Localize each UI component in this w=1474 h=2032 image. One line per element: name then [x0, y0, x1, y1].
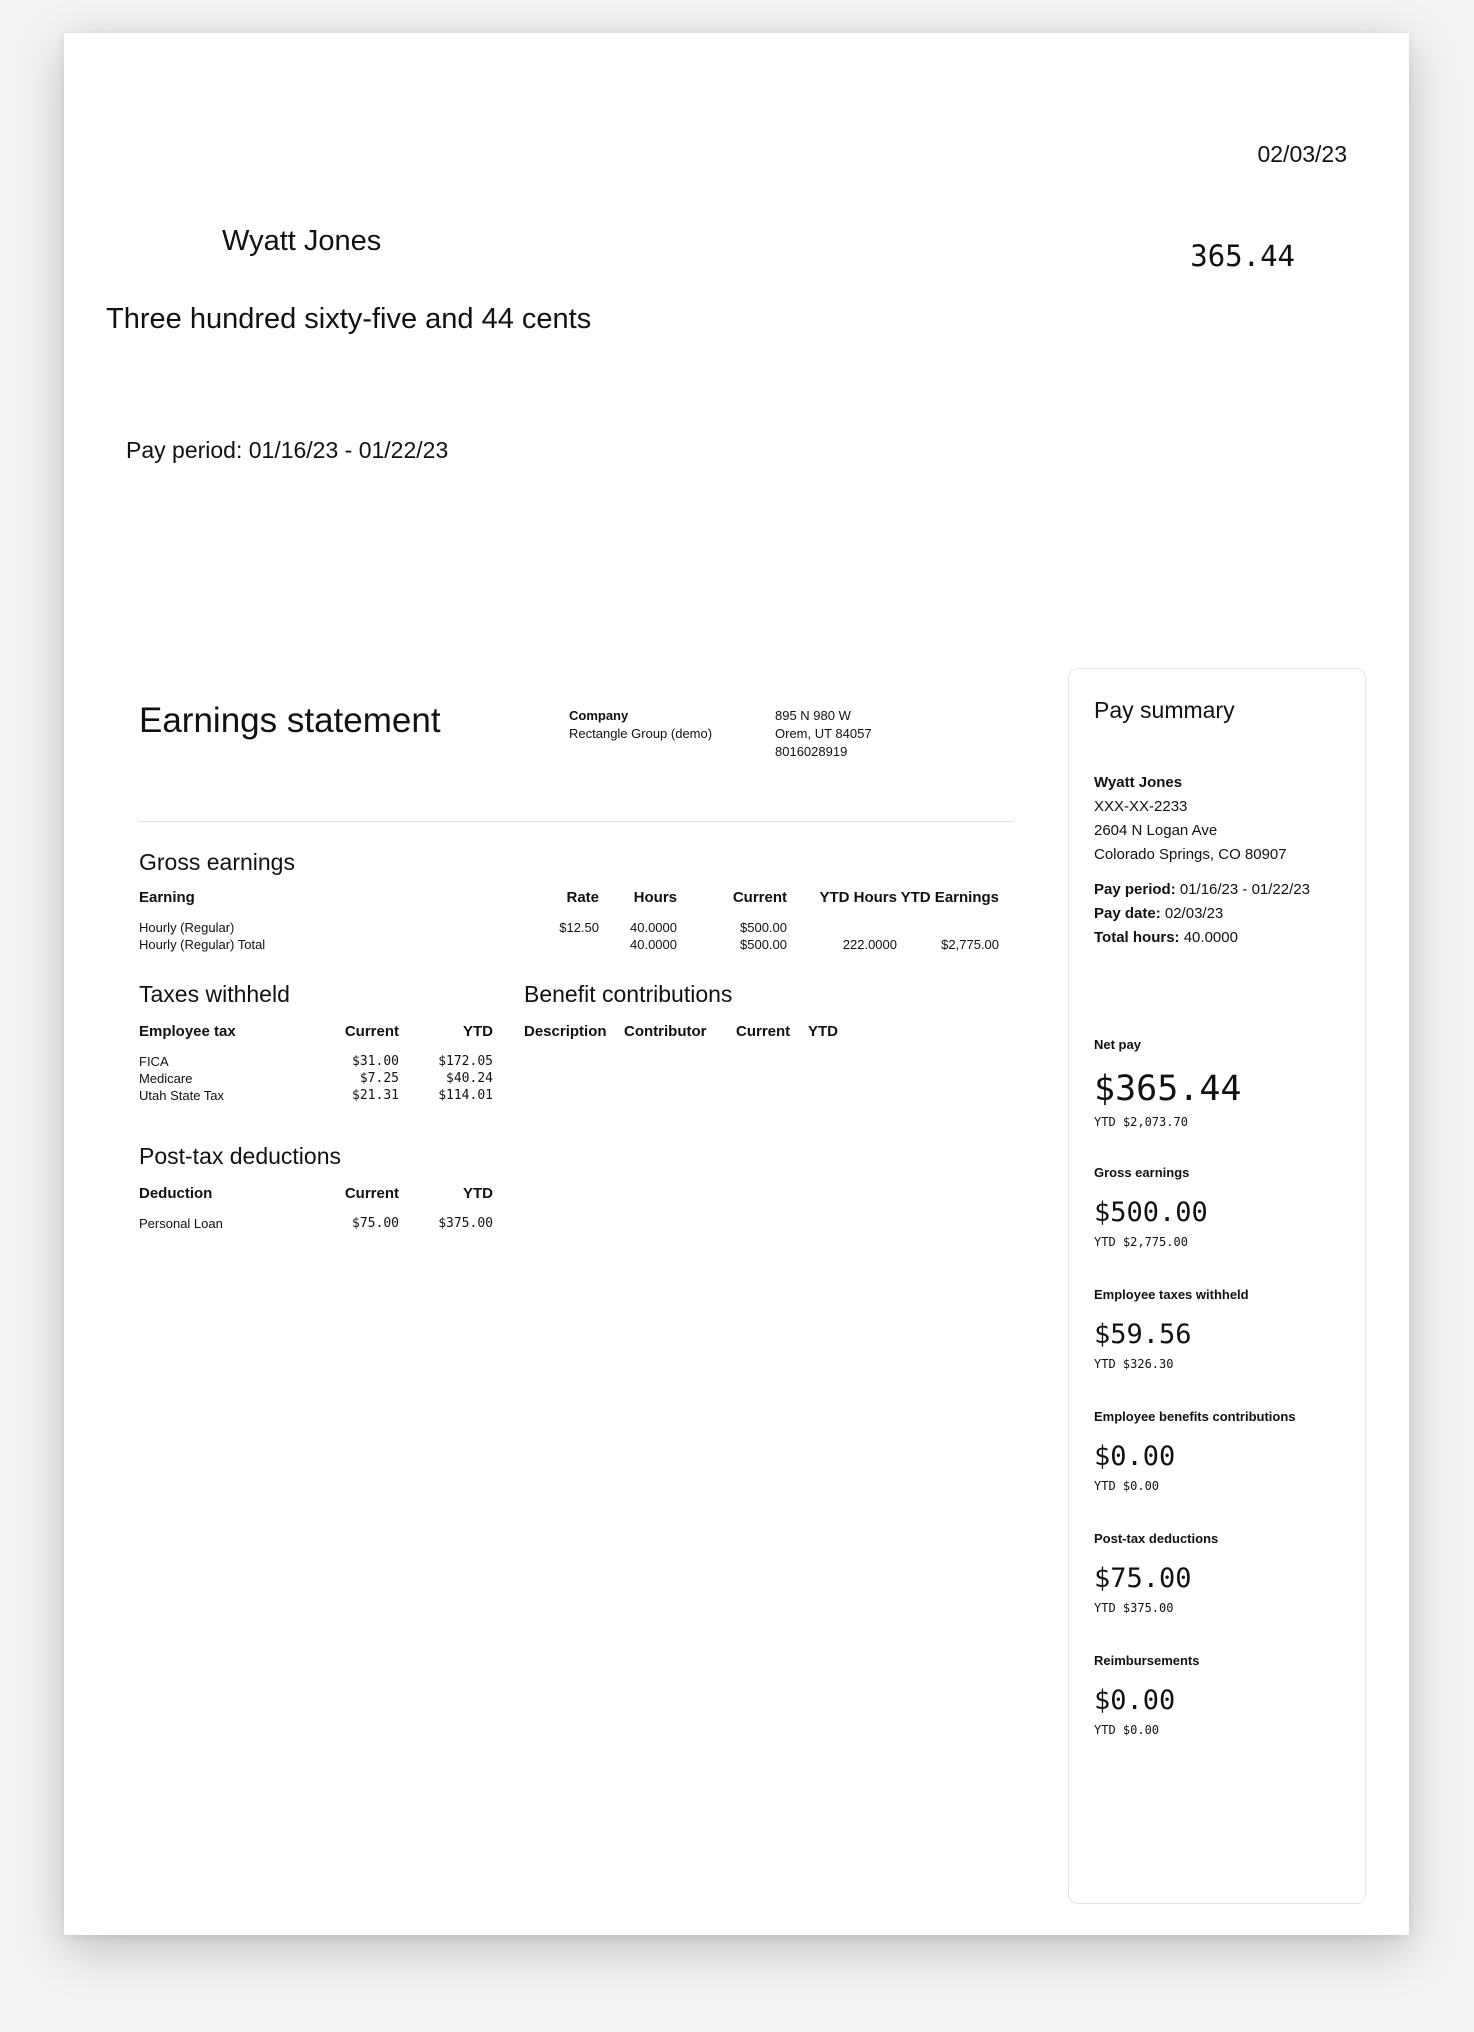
- check-payee: Wyatt Jones: [222, 225, 382, 257]
- metric-net-pay: [1094, 1037, 1242, 1129]
- metric-benefits-contributions: [1094, 1409, 1296, 1493]
- pay-summary-panel: [1068, 668, 1366, 1904]
- metric-ytd: YTD $0.00: [1094, 1479, 1160, 1493]
- benefit-contributions-title: Benefit contributions: [524, 981, 733, 1007]
- total-hours-line: [1094, 926, 1310, 950]
- metric-ytd: YTD $0.00: [1094, 1723, 1160, 1737]
- col-ytd: YTD: [463, 1023, 493, 1040]
- metric-value: $0.00: [1094, 1685, 1176, 1716]
- metric-value: $365.44: [1094, 1069, 1242, 1109]
- check-amount-words: Three hundred sixty-five and 44 cents: [106, 303, 592, 335]
- company-name: Rectangle Group (demo): [569, 726, 713, 741]
- employee-ssn: XXX-XX-2233: [1094, 798, 1188, 815]
- metric-label: Employee benefits contributions: [1094, 1409, 1296, 1424]
- metric-ytd: YTD $2,073.70: [1094, 1115, 1188, 1129]
- employee-city: Colorado Springs, CO 80907: [1094, 846, 1287, 863]
- metric-value: $75.00: [1094, 1563, 1192, 1594]
- company-block: [569, 707, 712, 743]
- col-contributor: Contributor: [624, 1023, 707, 1040]
- pay-summary-title: Pay summary: [1094, 697, 1235, 723]
- cell: Personal Loan: [139, 1216, 223, 1231]
- metric-label: Employee taxes withheld: [1094, 1287, 1249, 1302]
- pay-stub-page: [64, 33, 1409, 1935]
- col-earning: Earning: [139, 889, 195, 906]
- address-line2: Orem, UT 84057: [775, 726, 872, 741]
- benefit-contributions-table: [524, 1023, 848, 1045]
- pay-date-label: Pay date:: [1094, 905, 1161, 922]
- col-ytd: YTD: [808, 1023, 838, 1040]
- taxes-withheld-table: [139, 1023, 493, 1104]
- total-hours-value: 40.0000: [1179, 929, 1238, 946]
- cell: $40.24: [446, 1071, 493, 1086]
- metric-ytd: YTD $326.30: [1094, 1357, 1174, 1371]
- pay-period-value: 01/16/23 - 01/22/23: [1175, 881, 1310, 898]
- cell: $172.05: [438, 1054, 493, 1069]
- metric-label: Reimbursements: [1094, 1653, 1200, 1668]
- cell: $2,775.00: [941, 937, 999, 952]
- pay-date-line: [1094, 902, 1310, 926]
- check-amount: 365.44: [1190, 239, 1295, 273]
- cell: Medicare: [139, 1071, 193, 1086]
- metric-post-tax-deductions: [1094, 1531, 1218, 1615]
- col-current: Current: [736, 1023, 791, 1040]
- gross-earnings-title: Gross earnings: [139, 849, 295, 875]
- metric-gross-earnings: [1094, 1165, 1208, 1249]
- table-row: [139, 1070, 493, 1087]
- cell: $21.31: [352, 1088, 399, 1103]
- table-row: [139, 1087, 493, 1104]
- cell: Utah State Tax: [139, 1088, 225, 1103]
- check-pay-period: Pay period: 01/16/23 - 01/22/23: [126, 437, 449, 463]
- metric-reimbursements: [1094, 1653, 1199, 1737]
- cell: $375.00: [438, 1216, 493, 1231]
- metric-value: $0.00: [1094, 1441, 1176, 1472]
- col-ytd: YTD: [463, 1185, 493, 1202]
- table-row: [139, 936, 999, 953]
- cell: 40.0000: [630, 937, 677, 952]
- col-description: Description: [524, 1023, 607, 1040]
- metric-label: Post-tax deductions: [1094, 1531, 1219, 1546]
- table-row: [139, 919, 999, 936]
- company-phone: 8016028919: [775, 744, 848, 759]
- table-header-row: [524, 1023, 848, 1045]
- employee-info: [1094, 771, 1287, 867]
- col-rate: Rate: [566, 889, 599, 906]
- cell: Hourly (Regular) Total: [139, 937, 266, 952]
- pay-period-label: Pay period:: [1094, 881, 1176, 898]
- cell: $12.50: [559, 920, 599, 935]
- cell: $31.00: [352, 1054, 399, 1069]
- gross-earnings-table: [139, 889, 999, 953]
- cell: $75.00: [352, 1216, 399, 1231]
- col-deduction: Deduction: [139, 1185, 213, 1202]
- col-current: Current: [344, 1185, 399, 1202]
- pay-info: [1094, 878, 1310, 950]
- address-line1: 895 N 980 W: [775, 708, 851, 723]
- taxes-withheld-title: Taxes withheld: [139, 981, 290, 1007]
- post-tax-deductions-table: [139, 1185, 493, 1232]
- col-ytd-hours: YTD Hours: [819, 889, 897, 906]
- cell: $7.25: [359, 1071, 399, 1086]
- cell: $114.01: [438, 1088, 493, 1103]
- col-current: Current: [732, 889, 787, 906]
- cell: $500.00: [740, 920, 787, 935]
- cell: Hourly (Regular): [139, 920, 235, 935]
- metric-value: $500.00: [1094, 1197, 1208, 1228]
- metric-ytd: YTD $2,775.00: [1094, 1235, 1188, 1249]
- check-date: 02/03/23: [1257, 141, 1347, 167]
- table-header-row: [139, 889, 999, 911]
- company-address: [775, 707, 872, 761]
- col-current: Current: [344, 1023, 399, 1040]
- cell: 40.0000: [630, 920, 677, 935]
- metric-value: $59.56: [1094, 1319, 1192, 1350]
- cell: $500.00: [740, 937, 787, 952]
- post-tax-deductions-title: Post-tax deductions: [139, 1143, 342, 1169]
- col-ytd-earnings: YTD Earnings: [900, 889, 999, 906]
- employee-street: 2604 N Logan Ave: [1094, 822, 1218, 839]
- table-row: [139, 1215, 493, 1232]
- metric-employee-taxes: [1094, 1287, 1249, 1371]
- table-row: [139, 1053, 493, 1070]
- cell: [897, 919, 999, 936]
- table-header-row: [139, 1023, 493, 1045]
- company-label: Company: [569, 708, 629, 723]
- table-header-row: [139, 1185, 493, 1207]
- metric-label: Net pay: [1094, 1037, 1141, 1052]
- col-employee-tax: Employee tax: [139, 1023, 236, 1040]
- metric-label: Gross earnings: [1094, 1165, 1190, 1180]
- total-hours-label: Total hours:: [1094, 929, 1180, 946]
- cell: [519, 936, 599, 953]
- cell: [787, 919, 897, 936]
- pay-date-value: 02/03/23: [1160, 905, 1224, 922]
- pay-period-line: [1094, 878, 1310, 902]
- header-divider: [139, 821, 1013, 822]
- employee-name: Wyatt Jones: [1094, 774, 1183, 791]
- statement-title: Earnings statement: [139, 701, 441, 740]
- cell: FICA: [139, 1054, 169, 1069]
- cell: 222.0000: [842, 937, 897, 952]
- metric-ytd: YTD $375.00: [1094, 1601, 1174, 1615]
- col-hours: Hours: [633, 889, 677, 906]
